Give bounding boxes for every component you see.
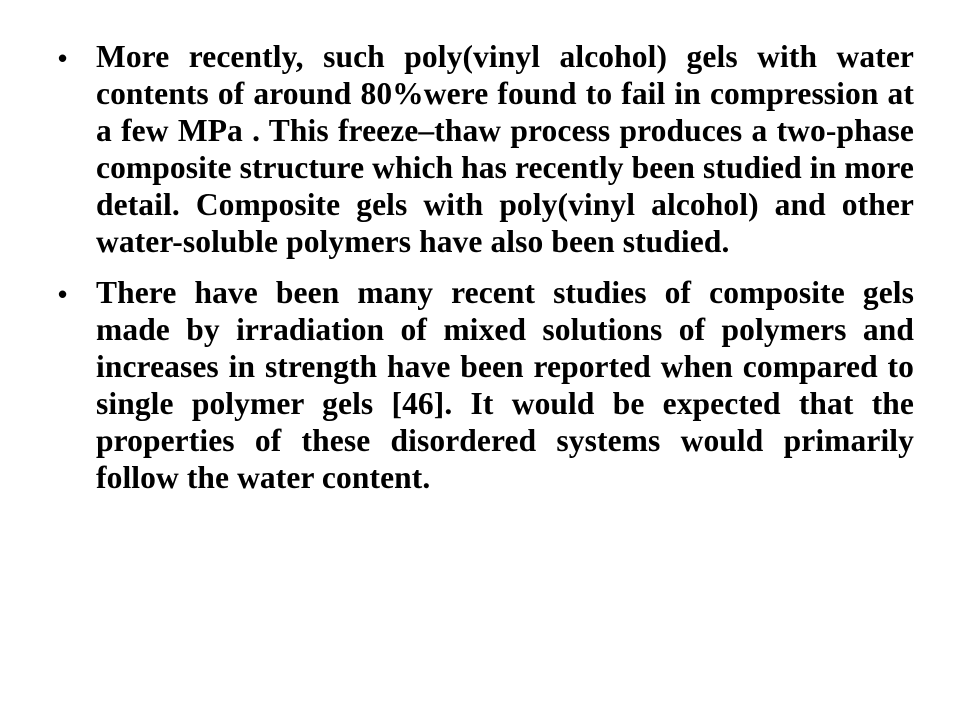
bullet-list: [58, 38, 914, 510]
bullet-text: More recently, such poly(vinyl alcohol) gels with water contents of around 80%were found to fail in compression at a few MPa . This freeze–thaw process produces a two-phase composite structure which has recently been studied in more detail. Composite gels with poly(vinyl alcohol) and other water-soluble polymers have also been studied.: [96, 39, 914, 259]
bullet-item-composite-gels: [58, 274, 914, 496]
bullet-text: There have been many recent studies of composite gels made by irradiation of mixed solutions of polymers and increases in strength have been reported when compared to single polymer gels [46]. It would be expected that the properties of these disordered systems would primarily follow the water content.: [96, 275, 914, 495]
bullet-dot-icon: •: [58, 279, 68, 309]
bullet-dot-icon: •: [58, 43, 68, 73]
bullet-item-pva-gels: [58, 38, 914, 260]
